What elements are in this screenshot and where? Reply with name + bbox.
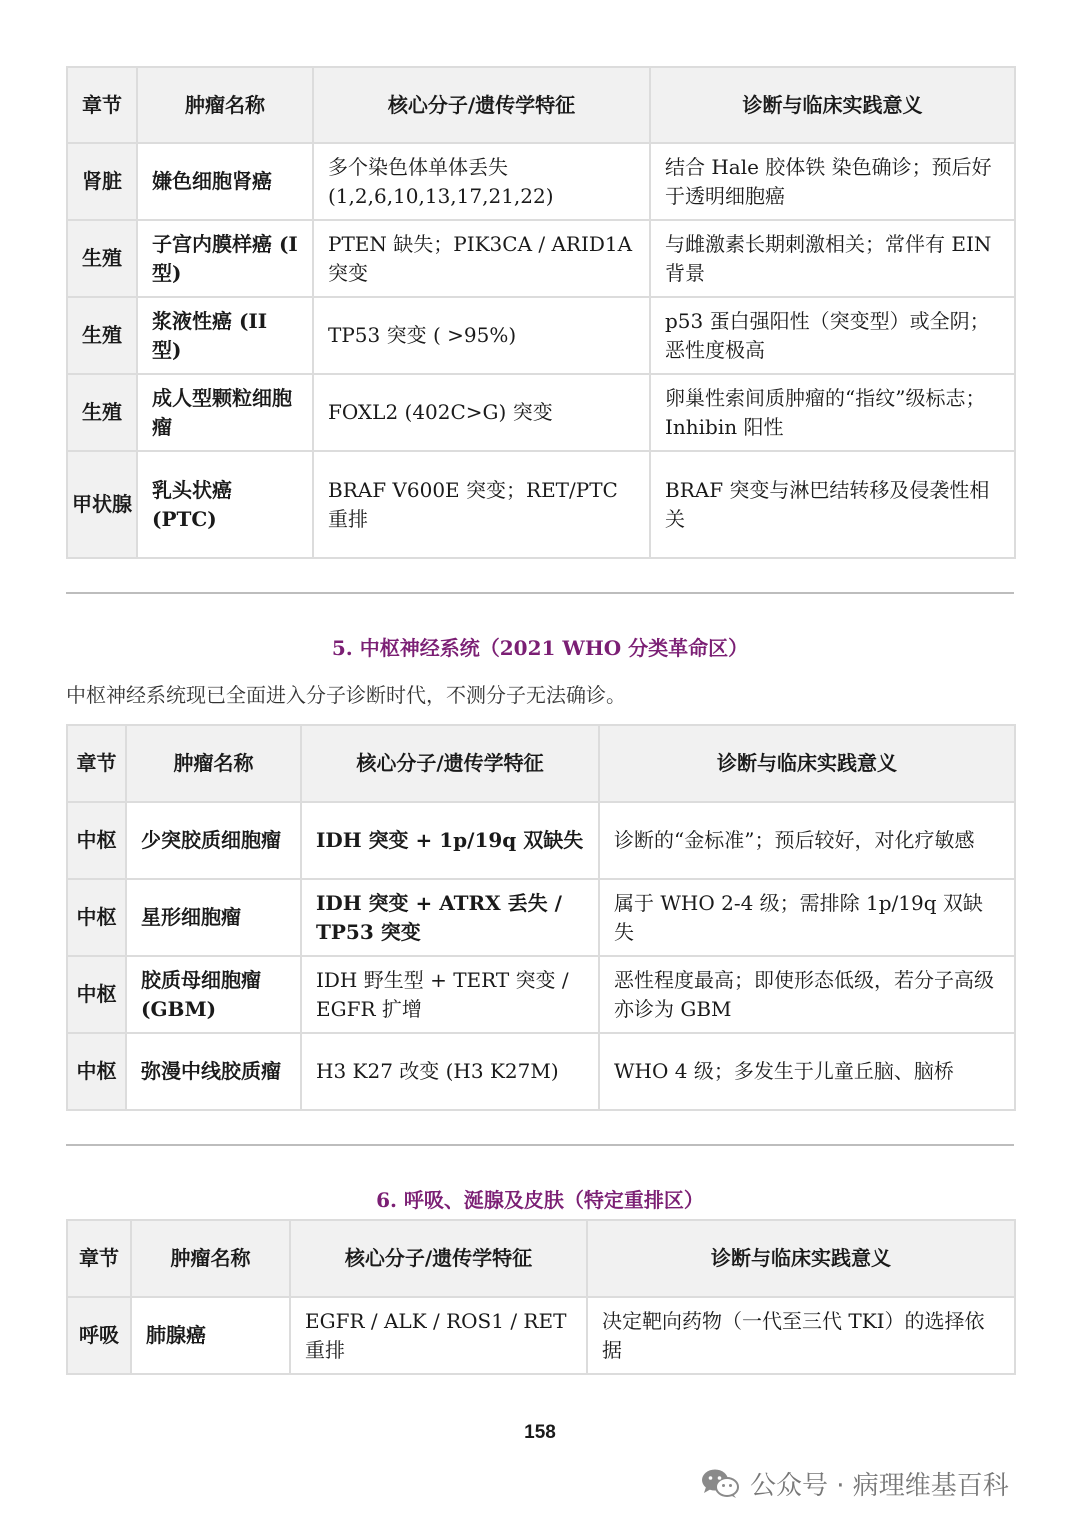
cell-chapter: 中枢 [67,956,126,1033]
cell-tumor: 肺腺癌 [131,1297,290,1374]
cell-clinical: WHO 4 级；多发生于儿童丘脑、脑桥 [599,1033,1015,1110]
table-respiratory [66,1219,1016,1375]
cell-tumor: 成人型颗粒细胞瘤 [137,374,313,451]
cell-tumor: 星形细胞瘤 [126,879,301,956]
page-number: 158 [524,1422,556,1443]
cell-molecular: FOXL2 (402C>G) 突变 [313,374,650,451]
cell-clinical: 卵巢性索间质肿瘤的“指纹”级标志；Inhibin 阳性 [650,374,1015,451]
cell-chapter: 中枢 [67,802,126,879]
cell-chapter: 生殖 [67,297,137,374]
cell-clinical: 决定靶向药物（一代至三代 TKI）的选择依据 [587,1297,1015,1374]
cell-clinical: 属于 WHO 2-4 级；需排除 1p/19q 双缺失 [599,879,1015,956]
table-kidney-reproductive-thyroid [66,66,1016,559]
header-clinical: 诊断与临床实践意义 [587,1220,1015,1297]
watermark [700,1466,1009,1500]
cell-tumor: 子宫内膜样癌 (I 型) [137,220,313,297]
cell-tumor: 弥漫中线胶质瘤 [126,1033,301,1110]
table-row [67,1033,1015,1110]
section-divider [66,1144,1014,1146]
cell-chapter: 中枢 [67,879,126,956]
cell-molecular: EGFR / ALK / ROS1 / RET 重排 [290,1297,587,1374]
header-clinical: 诊断与临床实践意义 [650,67,1015,143]
cell-clinical: p53 蛋白强阳性（突变型）或全阴；恶性度极高 [650,297,1015,374]
table-header-row [67,67,1015,143]
cell-clinical: 诊断的“金标准”；预后较好，对化疗敏感 [599,802,1015,879]
header-molecular: 核心分子/遗传学特征 [301,725,599,802]
table-row [67,374,1015,451]
header-clinical: 诊断与临床实践意义 [599,725,1015,802]
header-tumor: 肿瘤名称 [126,725,301,802]
cell-molecular: 多个染色体单体丢失 (1,2,6,10,13,17,21,22) [313,143,650,220]
cell-tumor: 少突胶质细胞瘤 [126,802,301,879]
cell-tumor: 浆液性癌 (II 型) [137,297,313,374]
cell-clinical: 结合 Hale 胶体铁 染色确诊；预后好于透明细胞癌 [650,143,1015,220]
table-header-row [67,1220,1015,1297]
table-row [67,956,1015,1033]
header-tumor: 肿瘤名称 [137,67,313,143]
table-row [67,1297,1015,1374]
table-row [67,451,1015,558]
cell-molecular: IDH 突变 + 1p/19q 双缺失 [301,802,599,879]
section-5-intro: 中枢神经系统现已全面进入分子诊断时代，不测分子无法确诊。 [66,683,626,707]
cell-tumor: 乳头状癌 (PTC) [137,451,313,558]
table-row [67,220,1015,297]
cell-molecular: H3 K27 改变 (H3 K27M) [301,1033,599,1110]
header-molecular: 核心分子/遗传学特征 [290,1220,587,1297]
table-row [67,879,1015,956]
cell-chapter: 肾脏 [67,143,137,220]
table-row [67,297,1015,374]
header-molecular: 核心分子/遗传学特征 [313,67,650,143]
cell-molecular: TP53 突变 ( >95%) [313,297,650,374]
header-chapter: 章节 [67,725,126,802]
header-chapter: 章节 [67,1220,131,1297]
cell-tumor: 胶质母细胞瘤 (GBM) [126,956,301,1033]
watermark-text: 公众号 · 病理维基百科 [750,1470,1009,1501]
cell-chapter: 甲状腺 [67,451,137,558]
cell-molecular: IDH 突变 + ATRX 丢失 / TP53 突变 [301,879,599,956]
table-header-row [67,725,1015,802]
section-6-title: 6. 呼吸、涎腺及皮肤（特定重排区） [376,1188,704,1212]
cell-molecular: PTEN 缺失；PIK3CA / ARID1A 突变 [313,220,650,297]
section-divider [66,592,1014,594]
cell-molecular: IDH 野生型 + TERT 突变 / EGFR 扩增 [301,956,599,1033]
header-chapter: 章节 [67,67,137,143]
header-tumor: 肿瘤名称 [131,1220,290,1297]
cell-tumor: 嫌色细胞肾癌 [137,143,313,220]
table-row [67,802,1015,879]
wechat-icon [700,1467,740,1499]
cell-molecular: BRAF V600E 突变；RET/PTC 重排 [313,451,650,558]
cell-chapter: 生殖 [67,220,137,297]
cell-chapter: 呼吸 [67,1297,131,1374]
cell-clinical: 与雌激素长期刺激相关；常伴有 EIN 背景 [650,220,1015,297]
cell-clinical: BRAF 突变与淋巴结转移及侵袭性相关 [650,451,1015,558]
cell-clinical: 恶性程度最高；即使形态低级，若分子高级亦诊为 GBM [599,956,1015,1033]
table-cns [66,724,1016,1111]
cell-chapter: 中枢 [67,1033,126,1110]
table-row [67,143,1015,220]
section-5-title: 5. 中枢神经系统（2021 WHO 分类革命区） [331,636,749,660]
cell-chapter: 生殖 [67,374,137,451]
